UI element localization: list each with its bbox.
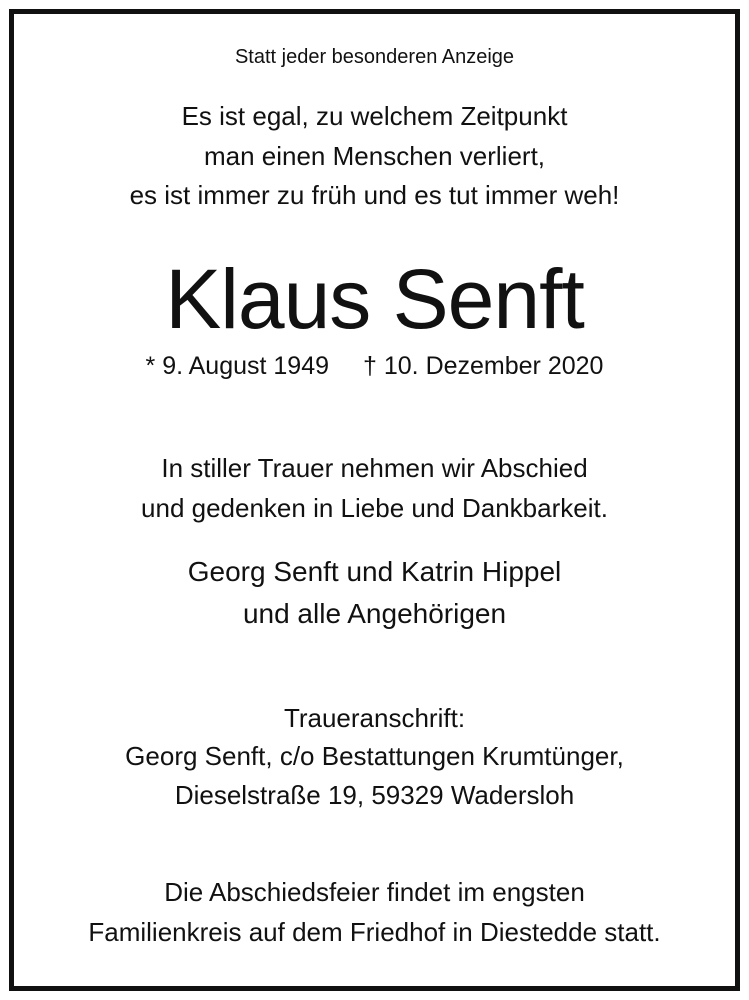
address-line-1: Georg Senft, c/o Bestattungen Krumtünger, [125, 741, 624, 771]
ceremony-line-1: Die Abschiedsfeier findet im engsten [164, 877, 585, 907]
verse-line-1: Es ist egal, zu welchem Zeitpunkt [181, 101, 568, 131]
ceremony-line-2: Familienkreis auf dem Friedhof in Diestedde statt. [88, 917, 661, 947]
verse-line-3: es ist immer zu früh und es tut immer weh! [129, 180, 620, 210]
address-line-2: Dieselstraße 19, 59329 Wadersloh [174, 780, 575, 810]
address-label: Traueranschrift: [283, 703, 466, 733]
verse-line-2: man einen Menschen verliert, [203, 141, 546, 171]
deceased-name: Klaus Senft [165, 252, 584, 346]
mourning-line-1: In stiller Trauer nehmen wir Abschied [161, 453, 588, 483]
mourners-line-2: und alle Angehörigen [242, 598, 507, 629]
notice-header: Statt jeder besonderen Anzeige [234, 46, 515, 68]
mourning-line-2: und gedenken in Liebe und Dankbarkeit. [141, 493, 608, 523]
birth-date: * 9. August 1949 [145, 352, 330, 380]
mourners-line-1: Georg Senft und Katrin Hippel [187, 556, 562, 587]
death-date: † 10. Dezember 2020 [363, 352, 604, 380]
life-dates [14, 352, 735, 381]
